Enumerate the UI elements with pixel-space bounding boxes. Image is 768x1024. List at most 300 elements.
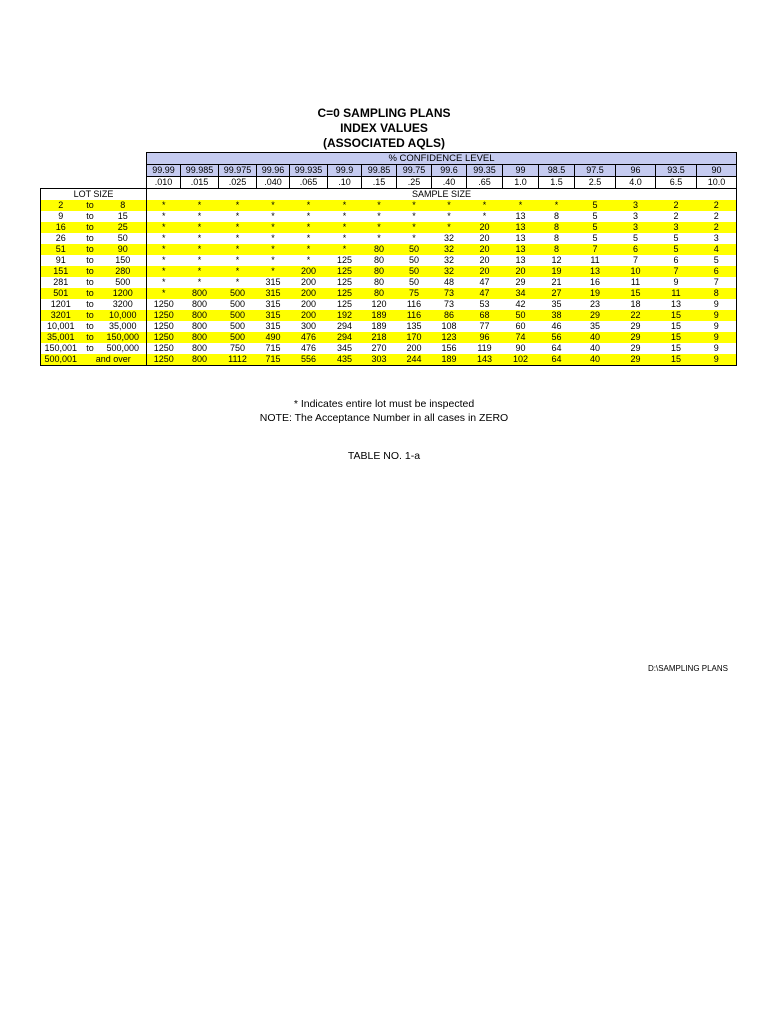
sample-size-cell: 15 bbox=[656, 310, 697, 321]
sample-size-cell: * bbox=[328, 222, 362, 233]
sampling-plan-table bbox=[40, 152, 737, 366]
sample-size-cell: 20 bbox=[467, 266, 503, 277]
sample-size-cell: 750 bbox=[229, 343, 246, 353]
sample-size-cell: 47 bbox=[467, 288, 503, 299]
lot-to-word-cell: to bbox=[81, 244, 100, 255]
sample-size-cell: * bbox=[271, 211, 275, 221]
confidence-level-cell: 99.9 bbox=[328, 165, 362, 177]
sample-size-cell: 3 bbox=[616, 200, 656, 211]
sample-size-cell: 270 bbox=[371, 343, 387, 353]
sample-size-cell: * bbox=[306, 233, 311, 243]
lot-to-cell: 150,000 bbox=[100, 332, 147, 343]
lot-to-word-cell: to bbox=[81, 222, 100, 233]
sample-size-cell: * bbox=[362, 222, 397, 233]
lot-to-cell: 1200 bbox=[100, 288, 147, 299]
sample-size-cell: 315 bbox=[265, 277, 281, 287]
sample-size-cell: 12 bbox=[551, 255, 562, 265]
table-number: TABLE NO. 1-a bbox=[347, 450, 421, 462]
table-row bbox=[41, 200, 737, 211]
sample-size-cell: 9 bbox=[697, 343, 737, 354]
sample-size-cell: 50 bbox=[397, 244, 432, 255]
aql-cell: .65 bbox=[467, 177, 503, 189]
aql-cell: 2.5 bbox=[575, 177, 616, 189]
sample-size-cell: 119 bbox=[477, 343, 492, 353]
aql-cell: .015 bbox=[181, 177, 219, 189]
sample-size-cell: * bbox=[377, 233, 381, 243]
sample-size-cell: 6 bbox=[697, 266, 737, 277]
lot-from-cell: 51 bbox=[41, 244, 81, 255]
sample-size-cell: 2 bbox=[673, 211, 679, 221]
confidence-level-cell: 96 bbox=[616, 165, 656, 177]
sample-size-cell: 3 bbox=[616, 222, 656, 233]
lot-from-cell: 501 bbox=[41, 288, 81, 299]
sample-size-cell: 40 bbox=[589, 343, 600, 353]
sample-size-cell: 490 bbox=[257, 332, 290, 343]
sample-size-cell: 500 bbox=[219, 332, 257, 343]
sample-size-cell: * bbox=[197, 277, 202, 287]
sample-size-cell: * bbox=[147, 222, 181, 233]
sample-size-cell: 46 bbox=[551, 321, 562, 331]
sample-size-cell: * bbox=[342, 211, 347, 221]
sample-size-cell: * bbox=[412, 211, 416, 221]
sample-size-cell: 8 bbox=[697, 288, 737, 299]
sample-size-cell: * bbox=[290, 200, 328, 211]
sample-size-cell: 64 bbox=[539, 354, 575, 366]
title-line-2: INDEX VALUES bbox=[340, 121, 428, 135]
sample-size-cell: * bbox=[290, 222, 328, 233]
sample-size-cell: 1112 bbox=[219, 354, 257, 366]
lot-to-cell: 10,000 bbox=[100, 310, 147, 321]
sample-size-cell: * bbox=[181, 222, 219, 233]
aql-cell: .065 bbox=[290, 177, 328, 189]
lot-from-cell: 10,001 bbox=[41, 321, 81, 332]
sample-size-cell: 50 bbox=[503, 310, 539, 321]
lot-to-word-cell: to bbox=[86, 321, 94, 331]
sample-size-cell: * bbox=[257, 222, 290, 233]
sample-size-cell: 29 bbox=[616, 332, 656, 343]
sample-size-cell: * bbox=[257, 244, 290, 255]
table-row bbox=[41, 310, 737, 321]
confidence-level-cell: 98.5 bbox=[539, 165, 575, 177]
sample-size-cell: * bbox=[467, 200, 503, 211]
lot-to-cell: 150 bbox=[100, 255, 147, 266]
sample-size-cell: 800 bbox=[181, 332, 219, 343]
sample-size-cell: * bbox=[447, 211, 451, 221]
sample-size-cell: 13 bbox=[515, 233, 526, 243]
sample-size-cell: 13 bbox=[575, 266, 616, 277]
sample-size-cell: * bbox=[432, 222, 467, 233]
blank-cell bbox=[41, 165, 147, 177]
sample-size-cell: * bbox=[161, 255, 166, 265]
sample-size-cell: 32 bbox=[432, 266, 467, 277]
sample-size-cell: 32 bbox=[443, 255, 454, 265]
lot-from-cell: 91 bbox=[41, 255, 81, 266]
sample-size-cell: 64 bbox=[551, 343, 562, 353]
sample-size-cell: 21 bbox=[551, 277, 562, 287]
lot-to-cell: 3200 bbox=[100, 299, 147, 310]
sample-size-cell: 23 bbox=[589, 299, 600, 309]
table-row bbox=[41, 299, 737, 310]
sample-size-cell: 73 bbox=[432, 288, 467, 299]
sample-size-cell: 500 bbox=[229, 321, 246, 331]
sample-size-cell: 800 bbox=[191, 299, 208, 309]
lot-to-word-cell: to bbox=[81, 310, 100, 321]
sample-size-cell: 170 bbox=[397, 332, 432, 343]
sample-size-cell: * bbox=[219, 222, 257, 233]
sample-size-cell: 800 bbox=[191, 343, 208, 353]
lot-from-cell: 150,001 bbox=[41, 343, 81, 354]
sample-size-cell: 20 bbox=[479, 233, 490, 243]
sample-size-cell: * bbox=[197, 233, 202, 243]
sample-size-cell: 20 bbox=[503, 266, 539, 277]
table-row bbox=[41, 321, 737, 332]
sample-size-cell: * bbox=[147, 200, 181, 211]
sample-size-cell: * bbox=[397, 222, 432, 233]
confidence-level-header: % CONFIDENCE LEVEL bbox=[147, 153, 737, 165]
sample-size-cell: * bbox=[147, 288, 181, 299]
lot-to-cell: 500 bbox=[100, 277, 147, 288]
sample-size-cell: * bbox=[219, 244, 257, 255]
sample-size-cell: 125 bbox=[336, 255, 353, 265]
lot-to-word-cell: to bbox=[86, 343, 94, 353]
sample-size-cell: 102 bbox=[503, 354, 539, 366]
sample-size-cell: 80 bbox=[362, 288, 397, 299]
sample-size-cell: 8 bbox=[539, 244, 575, 255]
aql-cell: 6.5 bbox=[656, 177, 697, 189]
sample-size-cell: * bbox=[181, 266, 219, 277]
sample-size-cell: * bbox=[342, 233, 347, 243]
lot-to-word-cell: to bbox=[86, 211, 94, 221]
lot-from-cell: 1201 bbox=[41, 299, 81, 310]
table-row bbox=[41, 244, 737, 255]
sample-size-cell: 5 bbox=[656, 244, 697, 255]
title-block bbox=[0, 106, 768, 151]
sample-size-cell: 200 bbox=[300, 299, 317, 309]
lot-to-word-cell: to bbox=[81, 332, 100, 343]
sample-size-cell: 13 bbox=[515, 255, 526, 265]
sample-size-cell: 303 bbox=[362, 354, 397, 366]
sample-size-cell: 800 bbox=[181, 288, 219, 299]
table-row bbox=[41, 233, 737, 244]
sample-size-header: SAMPLE SIZE bbox=[147, 189, 737, 201]
sample-size-cell: 10 bbox=[616, 266, 656, 277]
sample-size-cell: 123 bbox=[432, 332, 467, 343]
lot-range-cell: and over bbox=[81, 354, 147, 366]
table-row bbox=[41, 211, 737, 222]
aql-cell: .10 bbox=[328, 177, 362, 189]
sample-size-cell: 34 bbox=[503, 288, 539, 299]
sample-size-cell: 80 bbox=[373, 277, 384, 287]
sample-size-cell: * bbox=[328, 244, 362, 255]
footer-file-path: D:\SAMPLING PLANS bbox=[647, 664, 728, 673]
table-row bbox=[41, 343, 737, 354]
sample-size-cell: 189 bbox=[432, 354, 467, 366]
confidence-level-cell: 93.5 bbox=[656, 165, 697, 177]
sample-size-cell: 9 bbox=[697, 354, 737, 366]
table-row bbox=[41, 266, 737, 277]
sample-size-cell: 125 bbox=[328, 288, 362, 299]
sample-size-cell: 116 bbox=[397, 310, 432, 321]
sample-size-cell: 120 bbox=[371, 299, 387, 309]
sample-size-cell: * bbox=[219, 266, 257, 277]
lot-from-cell: 2 bbox=[41, 200, 81, 211]
sample-size-cell: 200 bbox=[406, 343, 422, 353]
sample-size-cell: 48 bbox=[443, 277, 454, 287]
sample-size-cell: * bbox=[235, 233, 240, 243]
sample-size-cell: 200 bbox=[300, 277, 317, 287]
sample-size-cell: * bbox=[197, 255, 202, 265]
sample-size-cell: 29 bbox=[616, 354, 656, 366]
lot-to-word-cell: to bbox=[81, 266, 100, 277]
sample-size-cell: 35 bbox=[551, 299, 562, 309]
confidence-header-row bbox=[41, 153, 737, 165]
sample-size-cell: * bbox=[161, 233, 166, 243]
sample-size-cell: 8 bbox=[539, 222, 575, 233]
sample-size-cell: 15 bbox=[670, 321, 681, 331]
sample-size-cell: 6 bbox=[673, 255, 679, 265]
sample-size-cell: 40 bbox=[575, 332, 616, 343]
confidence-level-cell: 99.99 bbox=[147, 165, 181, 177]
sample-size-cell: * bbox=[161, 211, 166, 221]
lot-to-cell: 15 bbox=[100, 211, 147, 222]
lot-to-cell: 8 bbox=[100, 200, 147, 211]
sample-size-cell: 80 bbox=[373, 255, 384, 265]
aql-cell: 4.0 bbox=[616, 177, 656, 189]
sample-size-cell: 15 bbox=[670, 343, 681, 353]
sample-size-cell: 29 bbox=[630, 321, 641, 331]
sample-size-cell: 1250 bbox=[153, 343, 174, 353]
sample-size-cell: 20 bbox=[479, 255, 490, 265]
sample-size-cell: 5 bbox=[697, 255, 737, 266]
lot-to-word-cell: to bbox=[81, 288, 100, 299]
sample-size-cell: 294 bbox=[328, 332, 362, 343]
sample-size-cell: 5 bbox=[673, 233, 679, 243]
sample-size-cell: 5 bbox=[575, 222, 616, 233]
sample-size-cell: * bbox=[235, 277, 240, 287]
sample-size-cell: 73 bbox=[443, 299, 454, 309]
sample-size-cell: 200 bbox=[290, 266, 328, 277]
aql-cell: .025 bbox=[219, 177, 257, 189]
sample-size-cell: 32 bbox=[432, 244, 467, 255]
table-row bbox=[41, 288, 737, 299]
sample-size-cell: 5 bbox=[592, 211, 598, 221]
confidence-level-cell: 99.985 bbox=[181, 165, 219, 177]
sample-size-cell: 7 bbox=[697, 277, 737, 288]
sample-size-cell: 22 bbox=[616, 310, 656, 321]
sample-size-cell: 56 bbox=[539, 332, 575, 343]
sample-size-cell: * bbox=[397, 200, 432, 211]
lot-to-word-cell: to bbox=[86, 255, 94, 265]
sample-size-cell: 38 bbox=[539, 310, 575, 321]
sample-size-cell: 435 bbox=[328, 354, 362, 366]
sample-size-cell: 300 bbox=[300, 321, 317, 331]
confidence-level-cell: 90 bbox=[697, 165, 737, 177]
sample-size-cell: 11 bbox=[590, 255, 600, 265]
sample-size-cell: 3 bbox=[632, 211, 638, 221]
sample-size-cell: 315 bbox=[265, 299, 281, 309]
sample-size-cell: 4 bbox=[697, 244, 737, 255]
sample-size-cell: * bbox=[161, 277, 166, 287]
sample-size-cell: 345 bbox=[336, 343, 353, 353]
sample-size-cell: 9 bbox=[697, 332, 737, 343]
sample-size-cell: * bbox=[235, 211, 240, 221]
sample-size-cell: 800 bbox=[181, 310, 219, 321]
sample-size-cell: 18 bbox=[630, 299, 641, 309]
title-line-3: (ASSOCIATED AQLS) bbox=[323, 136, 445, 150]
sample-size-cell: * bbox=[271, 233, 275, 243]
lot-to-cell: 50 bbox=[100, 233, 147, 244]
sample-size-cell: * bbox=[147, 266, 181, 277]
sample-size-cell: 715 bbox=[257, 354, 290, 366]
sample-size-cell: * bbox=[377, 211, 381, 221]
sample-size-cell: * bbox=[181, 244, 219, 255]
sample-size-cell: 68 bbox=[467, 310, 503, 321]
sample-size-cell: 13 bbox=[670, 299, 681, 309]
lot-to-cell: 280 bbox=[100, 266, 147, 277]
sample-size-cell: 27 bbox=[539, 288, 575, 299]
sample-size-cell: * bbox=[197, 211, 202, 221]
section-header-row bbox=[41, 189, 737, 201]
sample-size-cell: 125 bbox=[336, 299, 353, 309]
sample-size-cell: 135 bbox=[406, 321, 422, 331]
sample-size-cell: 5 bbox=[632, 233, 638, 243]
sample-size-cell: 556 bbox=[290, 354, 328, 366]
sample-size-cell: 315 bbox=[257, 288, 290, 299]
sample-size-cell: 125 bbox=[328, 266, 362, 277]
sample-size-cell: * bbox=[482, 211, 487, 221]
sample-size-cell: * bbox=[219, 200, 257, 211]
table-row bbox=[41, 222, 737, 233]
sample-size-cell: 2 bbox=[697, 200, 737, 211]
sample-size-cell: 2 bbox=[697, 222, 737, 233]
aql-cell: .040 bbox=[257, 177, 290, 189]
table-row bbox=[41, 277, 737, 288]
sample-size-cell: 9 bbox=[673, 277, 679, 287]
lot-from-cell: 9 bbox=[41, 211, 81, 222]
aql-row bbox=[41, 177, 737, 189]
sample-size-cell: 13 bbox=[503, 222, 539, 233]
sample-size-cell: 800 bbox=[191, 321, 208, 331]
sample-size-cell: 90 bbox=[515, 343, 526, 353]
sample-size-cell: 50 bbox=[408, 255, 419, 265]
sample-size-cell: 15 bbox=[616, 288, 656, 299]
sample-size-cell: 75 bbox=[397, 288, 432, 299]
title-line-1: C=0 SAMPLING PLANS bbox=[317, 106, 451, 120]
confidence-level-cell: 99.935 bbox=[290, 165, 328, 177]
sample-size-cell: 9 bbox=[697, 310, 737, 321]
sample-size-cell: * bbox=[362, 200, 397, 211]
aql-cell: .25 bbox=[397, 177, 432, 189]
sample-size-cell: 218 bbox=[362, 332, 397, 343]
confidence-level-cell: 99.6 bbox=[432, 165, 467, 177]
sample-size-cell: 53 bbox=[479, 299, 490, 309]
sample-size-cell: 500 bbox=[219, 310, 257, 321]
lot-from-cell: 16 bbox=[41, 222, 81, 233]
sample-size-cell: 40 bbox=[575, 354, 616, 366]
confidence-level-cell: 99.75 bbox=[397, 165, 432, 177]
sample-size-cell: 15 bbox=[656, 354, 697, 366]
sample-size-cell: 800 bbox=[181, 354, 219, 366]
sample-size-cell: * bbox=[271, 255, 275, 265]
sample-size-cell: 189 bbox=[371, 321, 387, 331]
sample-size-cell: 116 bbox=[406, 299, 422, 309]
sample-size-cell: * bbox=[328, 200, 362, 211]
sample-size-cell: 294 bbox=[336, 321, 353, 331]
sample-size-cell: 108 bbox=[441, 321, 457, 331]
notes-block bbox=[0, 397, 768, 425]
lot-from-cell: 35,001 bbox=[41, 332, 81, 343]
sample-size-cell: 156 bbox=[441, 343, 457, 353]
lot-size-header: LOT SIZE bbox=[41, 189, 147, 201]
sample-size-cell: 32 bbox=[443, 233, 454, 243]
sample-size-cell: 244 bbox=[397, 354, 432, 366]
sample-size-cell: 7 bbox=[575, 244, 616, 255]
aql-cell: 10.0 bbox=[697, 177, 737, 189]
table-row bbox=[41, 255, 737, 266]
sample-size-cell: 13 bbox=[515, 211, 526, 221]
sample-size-cell: 1250 bbox=[147, 310, 181, 321]
sample-size-cell: 19 bbox=[539, 266, 575, 277]
sample-size-cell: 5 bbox=[592, 233, 598, 243]
sample-size-cell: 6 bbox=[616, 244, 656, 255]
sample-size-cell: 11 bbox=[656, 288, 697, 299]
aql-cell: .15 bbox=[362, 177, 397, 189]
sample-size-cell: 13 bbox=[503, 244, 539, 255]
sample-size-cell: 500 bbox=[229, 299, 246, 309]
sample-size-cell: * bbox=[306, 255, 311, 265]
sample-size-cell: 143 bbox=[467, 354, 503, 366]
sample-size-cell: * bbox=[503, 200, 539, 211]
sample-size-cell: * bbox=[290, 244, 328, 255]
sample-size-cell: * bbox=[306, 211, 311, 221]
lot-to-cell: 35,000 bbox=[100, 321, 147, 332]
lot-from-cell: 26 bbox=[41, 233, 81, 244]
sample-size-cell: 2 bbox=[656, 200, 697, 211]
confidence-level-cell: 99.85 bbox=[362, 165, 397, 177]
sample-size-cell: 1250 bbox=[153, 321, 174, 331]
sample-size-cell: 125 bbox=[336, 277, 353, 287]
sample-size-cell: 1250 bbox=[153, 299, 174, 309]
sample-size-cell: 50 bbox=[408, 277, 419, 287]
sample-size-cell: 189 bbox=[362, 310, 397, 321]
blank-cell bbox=[41, 177, 147, 189]
sample-size-cell: 86 bbox=[432, 310, 467, 321]
sample-size-cell: * bbox=[539, 200, 575, 211]
table-row bbox=[41, 332, 737, 343]
confidence-level-cell: 99.96 bbox=[257, 165, 290, 177]
lot-to-word-cell: to bbox=[86, 299, 94, 309]
lot-from-cell: 281 bbox=[41, 277, 81, 288]
sample-size-cell: 8 bbox=[553, 233, 559, 243]
sample-size-cell: 3 bbox=[656, 222, 697, 233]
lot-from-cell: 500,001 bbox=[41, 354, 81, 366]
blank-cell bbox=[41, 153, 147, 165]
sample-size-cell: * bbox=[257, 266, 290, 277]
sample-size-cell: 1250 bbox=[147, 332, 181, 343]
sample-size-cell: 96 bbox=[467, 332, 503, 343]
sample-size-cell: 20 bbox=[467, 244, 503, 255]
aql-cell: 1.0 bbox=[503, 177, 539, 189]
aql-cell: 1.5 bbox=[539, 177, 575, 189]
sample-size-cell: 15 bbox=[656, 332, 697, 343]
sample-size-cell: 315 bbox=[265, 321, 281, 331]
confidence-levels-row bbox=[41, 165, 737, 177]
lot-to-cell: 90 bbox=[100, 244, 147, 255]
sample-size-cell: 2 bbox=[697, 211, 737, 222]
lot-to-word-cell: to bbox=[86, 277, 94, 287]
sample-size-cell: 8 bbox=[553, 211, 559, 221]
sample-size-cell: 80 bbox=[362, 244, 397, 255]
